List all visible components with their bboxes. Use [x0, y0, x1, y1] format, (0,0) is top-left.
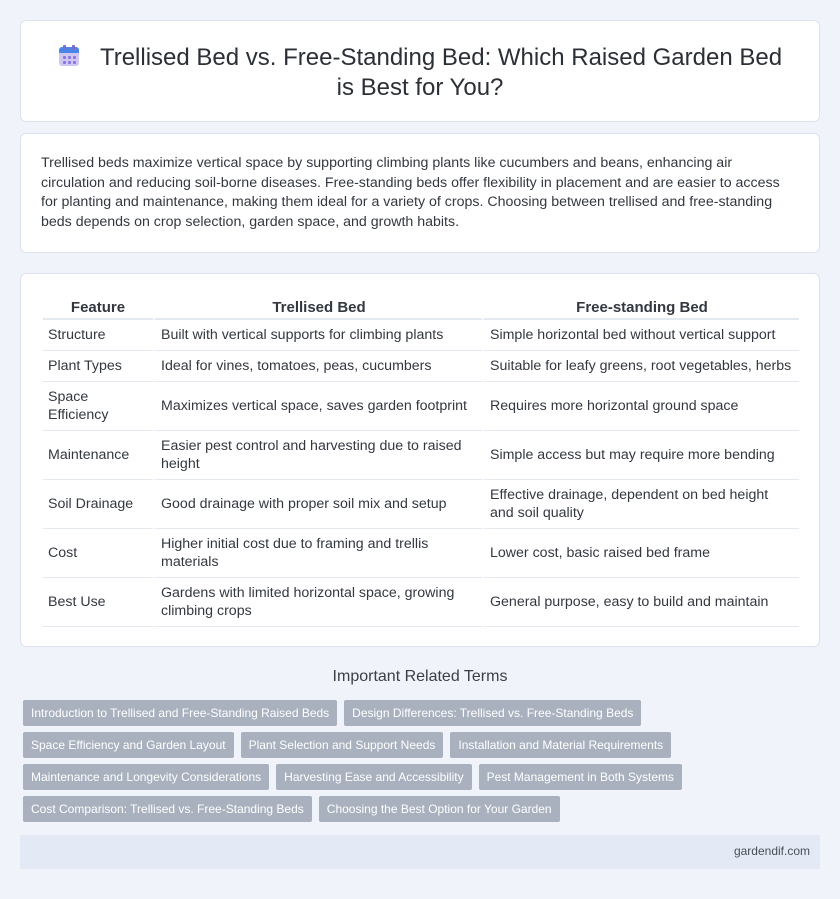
comparison-card	[20, 273, 820, 647]
table-row	[43, 351, 799, 382]
table-cell: Soil Drainage	[43, 480, 153, 529]
related-term-tag[interactable]: Introduction to Trellised and Free-Standing Raised Beds	[23, 700, 337, 726]
table-cell: Gardens with limited horizontal space, growing climbing crops	[153, 578, 482, 627]
table-cell: Ideal for vines, tomatoes, peas, cucumbers	[153, 351, 482, 382]
calendar-icon	[58, 45, 80, 67]
table-row	[43, 431, 799, 480]
comparison-table	[43, 294, 799, 627]
table-row	[43, 529, 799, 578]
tag-row	[23, 700, 648, 726]
table-cell: Simple access but may require more bending	[482, 431, 799, 480]
title-card	[20, 20, 820, 122]
table-cell: Structure	[43, 320, 153, 351]
page-title-text: Trellised Bed vs. Free-Standing Bed: Which Raised Garden Bed is Best for You?	[99, 44, 783, 101]
table-cell: Plant Types	[43, 351, 153, 382]
tag-row	[23, 796, 567, 822]
table-cell: Effective drainage, dependent on bed height and soil quality	[482, 480, 799, 529]
tag-row	[23, 764, 689, 790]
table-cell: Suitable for leafy greens, root vegetables, herbs	[482, 351, 799, 382]
related-term-tag[interactable]: Space Efficiency and Garden Layout	[23, 732, 234, 758]
tag-row	[23, 732, 678, 758]
table-row	[43, 578, 799, 627]
table-cell: Maximizes vertical space, saves garden footprint	[153, 382, 482, 431]
table-cell: General purpose, easy to build and maintain	[482, 578, 799, 627]
related-term-tag[interactable]: Design Differences: Trellised vs. Free-Standing Beds	[344, 700, 641, 726]
header-trellised-bed: Trellised Bed	[153, 294, 482, 320]
related-term-tag[interactable]: Pest Management in Both Systems	[479, 764, 682, 790]
table-cell: Higher initial cost due to framing and trellis materials	[153, 529, 482, 578]
footer-bar	[20, 835, 820, 869]
related-term-tag[interactable]: Harvesting Ease and Accessibility	[276, 764, 471, 790]
header-free-standing-bed: Free-standing Bed	[482, 294, 799, 320]
table-cell: Best Use	[43, 578, 153, 627]
footer-site-link[interactable]: gardendif.com	[733, 844, 810, 858]
table-cell: Cost	[43, 529, 153, 578]
related-term-tag[interactable]: Maintenance and Longevity Considerations	[23, 764, 269, 790]
related-term-tag[interactable]: Plant Selection and Support Needs	[241, 732, 444, 758]
table-cell: Requires more horizontal ground space	[482, 382, 799, 431]
table-cell: Good drainage with proper soil mix and setup	[153, 480, 482, 529]
table-row	[43, 480, 799, 529]
table-row	[43, 382, 799, 431]
table-cell: Maintenance	[43, 431, 153, 480]
table-cell: Lower cost, basic raised bed frame	[482, 529, 799, 578]
table-header-row	[43, 294, 799, 320]
table-cell: Built with vertical supports for climbing plants	[153, 320, 482, 351]
related-term-tag[interactable]: Choosing the Best Option for Your Garden	[319, 796, 560, 822]
table-cell: Easier pest control and harvesting due to raised height	[153, 431, 482, 480]
table-row	[43, 320, 799, 351]
related-term-tag[interactable]: Cost Comparison: Trellised vs. Free-Standing Beds	[23, 796, 312, 822]
table-cell: Simple horizontal bed without vertical support	[482, 320, 799, 351]
intro-paragraph: Trellised beds maximize vertical space by supporting climbing plants like cucumbers and beans, enhancing air circulation and reducing soil-borne diseases. Free-standing beds offer flexibility in placement and are easier to access for planting and maintenance, making them ideal for a variety of crops. Choosing between trellised and free-standing beds depends on crop selection, garden space, and growth habits.	[41, 155, 780, 230]
related-term-tag[interactable]: Installation and Material Requirements	[450, 732, 671, 758]
intro-card	[20, 133, 820, 253]
related-terms-heading: Important Related Terms	[332, 668, 508, 685]
header-feature: Feature	[43, 294, 153, 320]
page-title	[51, 43, 789, 103]
table-cell: Space Efficiency	[43, 382, 153, 431]
